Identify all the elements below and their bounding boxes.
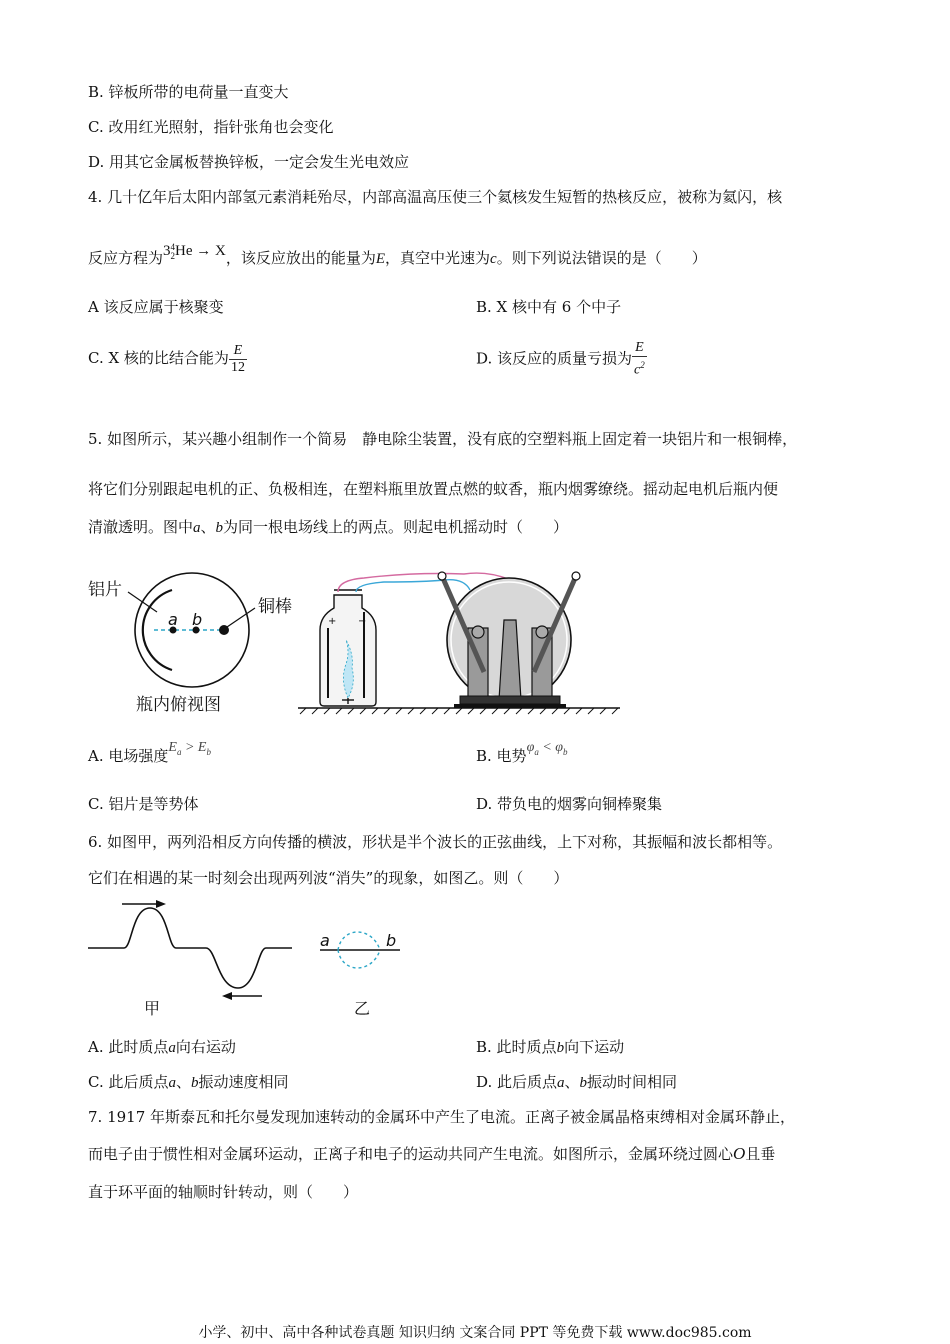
wave-left-moving <box>206 948 292 988</box>
q5-option-a: A. 电场强度$E_a > E_b$ <box>88 740 211 765</box>
q5-option-c: C. 铝片是等势体 <box>88 795 199 813</box>
q7-stem-line2: 而电子由于惯性相对金属环运动，正离子和电子的运动共同产生电流。如图所示，金属环绕过圆心O且垂 <box>88 1144 776 1163</box>
q4-stem-line2: 反应方程为3 4 2 He → X，该反应放出的能量为E，真空中光速为c。则下列说法错误的是（ ） <box>88 241 707 267</box>
wire-negative <box>356 580 470 592</box>
q3-option-c: C. 改用红光照射，指针张角也会变化 <box>88 118 334 136</box>
page-footer: 小学、初中、高中各种试卷真题 知识归纳 文案合同 PPT 等免费下载 www.doc985.com <box>198 1325 752 1341</box>
ground-hatching <box>300 708 618 714</box>
q6-stem-line2: 它们在相遇的某一时刻会出现两列波“消失”的现象，如图乙。则（ ） <box>88 869 569 887</box>
q3-option-b: B. 锌板所带的电荷量一直变大 <box>88 83 289 101</box>
q4-option-a: A 该反应属于核聚变 <box>88 298 224 316</box>
q4-option-d: D. 该反应的质量亏损为 $\frac{E}{c^2}$ <box>476 340 645 378</box>
plus-sign: + <box>328 616 337 627</box>
q6-wave-figure-jia <box>86 896 296 1021</box>
wave-right-moving <box>88 908 206 948</box>
copper-pointer <box>227 608 255 627</box>
q6-option-a: A. 此时质点a向右运动 <box>88 1038 236 1056</box>
q4-option-b: B. X 核中有 6 个中子 <box>476 298 622 316</box>
q7-stem-line3: 直于环平面的轴顺时针转动，则（ ） <box>88 1183 359 1201</box>
q6-option-b: B. 此时质点b向下运动 <box>476 1038 625 1056</box>
q4-stem-line1: 4. 几十亿年后太阳内部氢元素消耗殆尽，内部高温高压使三个氦核发生短暂的热核反应，被称为氦闪，核 <box>88 188 783 206</box>
label-b: b <box>192 610 203 629</box>
label-a: a <box>320 931 330 950</box>
dashed-crest <box>338 932 380 950</box>
q6-wave-figure-yi <box>316 920 406 1020</box>
minus-sign: − <box>358 616 367 627</box>
q6-option-d: D. 此后质点a、b振动时间相同 <box>476 1073 678 1091</box>
q5-stem-line2: 将它们分别跟起电机的正、负极相连，在塑料瓶里放置点燃的蚊香，瓶内烟雾缭绕。摇动起电机后瓶内便 <box>88 480 779 498</box>
label-b: b <box>386 931 397 950</box>
q5-stem-line3: 清澈透明。图中a、b为同一根电场线上的两点。则起电机摇动时（ ） <box>88 518 569 536</box>
q5-option-d: D. 带负电的烟雾向铜棒聚集 <box>476 795 663 813</box>
q5-apparatus-figure <box>294 560 624 720</box>
label-jia: 甲 <box>144 999 161 1018</box>
label-aluminum: 铝片 <box>88 580 122 600</box>
q5-topview-figure <box>84 570 304 720</box>
q6-stem-line1: 6. 如图甲，两列沿相反方向传播的横波，形状是半个波长的正弦曲线，上下对称，其振幅和波长都相等。 <box>88 833 783 851</box>
label-yi: 乙 <box>354 999 371 1018</box>
reaction-equation: 3 4 2 He → X <box>163 241 226 261</box>
q5-stem-line1: 5. 如图所示，某兴趣小组制作一个简易 静电除尘装置，没有底的空塑料瓶上固定着一块铝片和一根铜棒， <box>88 430 798 448</box>
dashed-trough <box>338 950 380 968</box>
topview-caption: 瓶内俯视图 <box>136 695 221 715</box>
generator-base <box>460 696 560 704</box>
q7-stem-line1: 7. 1917 年斯泰瓦和托尔曼发现加速转动的金属环中产生了电流。正离子被金属晶格束缚相对金属环静止， <box>88 1108 796 1126</box>
label-a: a <box>168 610 178 629</box>
q3-option-d: D. 用其它金属板替换锌板，一定会发生光电效应 <box>88 153 410 171</box>
label-copper: 铜棒 <box>258 597 292 617</box>
right-arrow <box>156 900 166 908</box>
q5-option-b: B. 电势$\varphi_a < \varphi_b$ <box>476 740 568 765</box>
q6-option-c: C. 此后质点a、b振动速度相同 <box>88 1073 289 1091</box>
left-arrow <box>222 992 232 1000</box>
q4-option-c: C. X 核的比结合能为 $\frac{E}{12}$ <box>88 342 245 375</box>
